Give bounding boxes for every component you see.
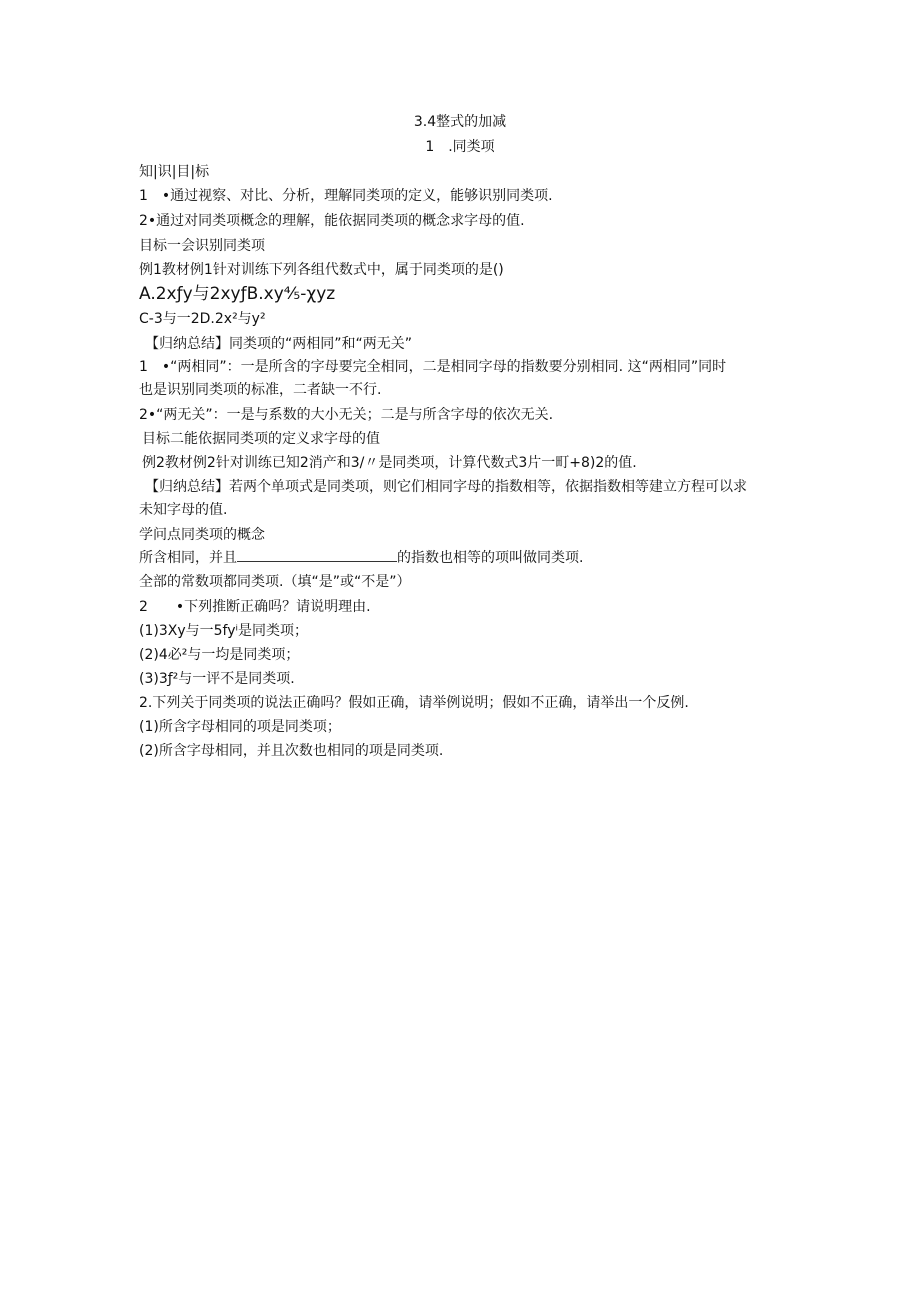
exercise-3-heading: 2.下列关于同类项的说法正确吗？假如正确，请举例说明；假如不正确，请举出一个反例. — [139, 695, 689, 711]
summary-1-point-2: 2•“两无关”：一是与系数的大小无关；二是与所含字母的依次无关. — [139, 407, 554, 423]
exercise-2-item-3: (3)3ƒ²与一评不是同类项. — [139, 671, 295, 687]
summary-2: 【归纳总结】若两个单项式是同类项，则它们相同字母的指数相等，依据指数相等建立方程可以求 — [145, 479, 747, 495]
objective-2: 2•通过对同类项概念的理解，能依据同类项的概念求字母的值. — [139, 213, 525, 229]
objective-1: 1 •通过视察、对比、分析，理解同类项的定义，能够识别同类项. — [139, 188, 553, 204]
exercise-3-item-1: (1)所含字母相同的项是同类项； — [139, 719, 341, 735]
goal-2-heading: 目标二能依据同类项的定义求字母的值 — [142, 431, 380, 447]
page-title: 3.4整式的加减 — [413, 114, 507, 130]
objectives-heading: 知|识|目|标 — [139, 164, 210, 180]
exercise-2-heading: 2 •下列推断正确吗？请说明理由. — [139, 599, 371, 615]
summary-1-point-1: 1 •“两相同”：一是所含的字母要完全相同，二是相同字母的指数要分别相同. 这“两相同”同时 — [139, 359, 727, 375]
example-2: 例2教材例2针对训练已知2消产和3/〃是同类项，计算代数式3片一町+8)2的值. — [142, 455, 637, 471]
definition-part-2: 的指数也相等的项叫做同类项. — [397, 550, 584, 566]
section-title: 1 .同类项 — [425, 139, 495, 155]
example-1: 例1教材例1针对训练下列各组代数式中，属于同类项的是() — [139, 262, 504, 278]
goal-1-heading: 目标一会识别同类项 — [139, 238, 265, 254]
exercise-2-item-2: (2)4必²与一均是同类项； — [139, 647, 300, 663]
answer-blank[interactable] — [237, 548, 397, 562]
summary-2-cont: 未知字母的值. — [139, 502, 228, 518]
exercise-3-item-2: (2)所含字母相同，并且次数也相同的项是同类项. — [139, 743, 444, 759]
example-1-options-ab: A.2xƒy与2xyƒB.xy⅘-χyz — [139, 284, 336, 304]
fill-in-definition — [139, 548, 583, 568]
example-1-options-cd: C-3与一2D.2x²与y² — [139, 311, 266, 327]
summary-1-point-1-cont: 也是识别同类项的标准，二者缺一不行. — [139, 382, 382, 398]
constant-terms-question: 全部的常数项都同类项.（填“是”或“不是”） — [139, 574, 411, 590]
exercise-2-item-1: (1)3Xy与一5fyⁱ是同类项； — [139, 623, 308, 639]
definition-part-1: 所含相同，并且 — [139, 550, 237, 566]
knowledge-point-heading: 学问点同类项的概念 — [139, 527, 265, 543]
summary-1-heading: 【归纳总结】同类项的“两相同”和“两无关” — [145, 336, 413, 352]
